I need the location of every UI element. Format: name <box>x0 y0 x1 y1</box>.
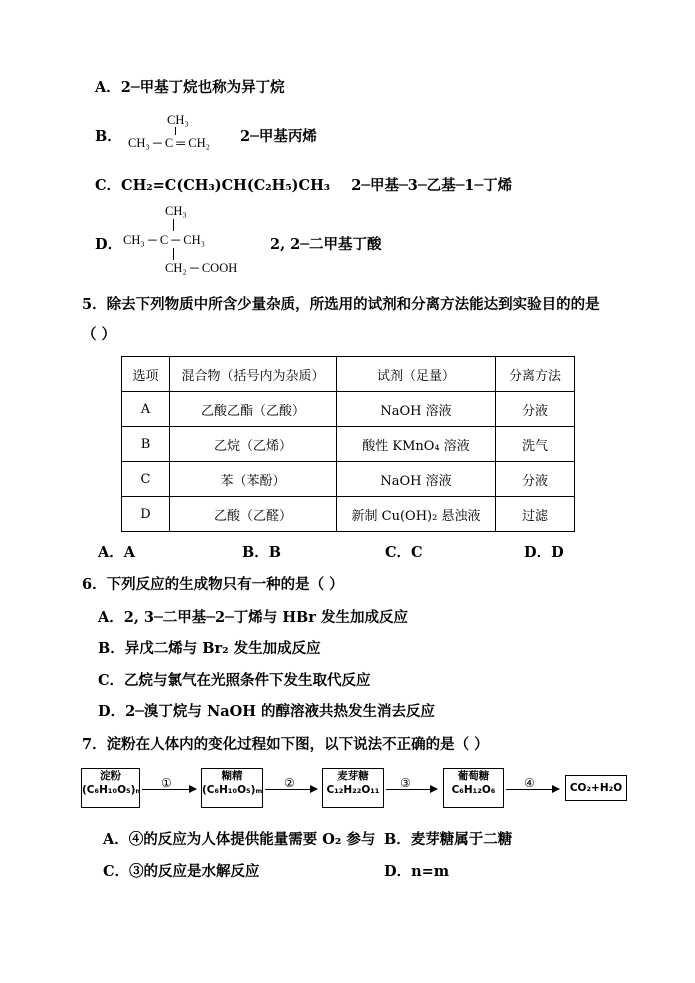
diagram-box-dextrin <box>201 768 263 808</box>
q6-option-c: C．乙烷与氯气在光照条件下发生取代反应 <box>98 672 371 689</box>
table-cell: 苯（苯酚） <box>170 462 337 497</box>
box-name: 糊精 <box>221 770 243 782</box>
q4-d-bond-bottom <box>173 248 174 260</box>
table-cell: 分液 <box>496 392 575 427</box>
q7-option-d: D．n=m <box>384 863 450 880</box>
table-row <box>122 462 575 497</box>
q7-stem: 7．淀粉在人体内的变化过程如下图，以下说法不正确的是（ ） <box>82 736 489 753</box>
q4-c-formula: CH₂=C(CH₃)CH(C₂H₅)CH₃ <box>121 177 331 194</box>
q4-b-name: 2─甲基丙烯 <box>240 128 317 145</box>
table-cell: 过滤 <box>496 497 575 532</box>
box-name: 淀粉 <box>100 770 121 782</box>
table-cell: 新制 Cu(OH)₂ 悬浊液 <box>337 497 496 532</box>
step-2-label: ② <box>284 776 295 790</box>
table-cell: 乙烷（乙烯） <box>170 427 337 462</box>
table-row <box>122 392 575 427</box>
option-letter: C． <box>95 177 122 194</box>
q4-d-formula-top: CH₃ <box>165 204 187 218</box>
table-cell: 乙酸乙酯（乙酸） <box>170 392 337 427</box>
arrow-3 <box>386 789 437 790</box>
table-cell: 洗气 <box>496 427 575 462</box>
q4-d-formula-main: CH₃ ─ C ─ CH₃ <box>123 233 205 247</box>
q5-answer-a: A．A <box>98 544 136 561</box>
q4-option-b-letter: B． <box>95 128 122 145</box>
q4-b-formula-main: CH₃ ─ C ═ CH₂ <box>128 136 210 150</box>
table-cell: 乙酸（乙醛） <box>170 497 337 532</box>
q6-option-a: A．2, 3─二甲基─2─丁烯与 HBr 发生加成反应 <box>98 609 408 626</box>
q6-option-b: B．异戊二烯与 Br₂ 发生加成反应 <box>98 640 321 657</box>
box-formula: C₁₂H₂₂O₁₁ <box>326 784 380 796</box>
table-cell: B <box>122 427 170 462</box>
table-cell: A <box>122 392 170 427</box>
q5-stem: 5．除去下列物质中所含少量杂质，所选用的试剂和分离方法能达到实验目的的是 <box>82 296 600 313</box>
box-formula: (C₆H₁₀O₅)ₙ <box>82 784 141 796</box>
q5-table <box>121 356 575 532</box>
q5-answer-b: B．B <box>242 544 282 561</box>
option-letter: A． <box>95 79 121 96</box>
q4-d-formula-bottom: CH₂ ─ COOH <box>165 261 238 275</box>
q4-option-c <box>95 174 512 195</box>
diagram-box-starch <box>81 768 140 808</box>
table-cell: NaOH 溶液 <box>337 392 496 427</box>
q5-answer-c: C．C <box>385 544 423 561</box>
q5-answer-d: D．D <box>524 544 564 561</box>
diagram-box-maltose <box>322 768 384 808</box>
q5-paren: （ ） <box>82 326 117 343</box>
box-formula: (C₆H₁₀O₅)ₘ <box>202 784 263 796</box>
diagram-box-co2-h2o: CO₂+H₂O <box>565 775 627 801</box>
step-4-label: ④ <box>524 776 535 790</box>
table-cell: 分液 <box>496 462 575 497</box>
box-formula: C₆H₁₂O₆ <box>451 784 496 796</box>
option-text: 2─甲基丁烷也称为异丁烷 <box>120 79 285 96</box>
q4-b-bond <box>175 127 176 135</box>
q4-c-name: 2─甲基─3─乙基─1─丁烯 <box>351 177 513 194</box>
q4-d-name: 2, 2─二甲基丁酸 <box>270 236 382 253</box>
step-1-label: ① <box>161 776 172 790</box>
header-cell: 分离方法 <box>496 357 575 392</box>
q4-option-d-letter: D． <box>95 236 123 253</box>
q7-option-a: A．④的反应为人体提供能量需要 O₂ 参与 <box>103 831 376 848</box>
diagram-box-glucose <box>443 768 504 808</box>
table-cell: D <box>122 497 170 532</box>
box-name: 麦芽糖 <box>337 770 369 782</box>
table-header-row <box>122 357 575 392</box>
q4-b-formula-top: CH₃ <box>167 113 189 127</box>
table-cell: NaOH 溶液 <box>337 462 496 497</box>
table-row <box>122 497 575 532</box>
q6-stem: 6．下列反应的生成物只有一种的是（ ） <box>82 576 344 593</box>
step-3-label: ③ <box>400 776 411 790</box>
table-cell: 酸性 KMnO₄ 溶液 <box>337 427 496 462</box>
q7-option-b: B．麦芽糖属于二糖 <box>384 831 513 848</box>
table-cell: C <box>122 462 170 497</box>
q4-option-a <box>95 76 285 97</box>
header-cell: 试剂（足量） <box>337 357 496 392</box>
q6-option-d: D．2─溴丁烷与 NaOH 的醇溶液共热发生消去反应 <box>98 703 435 720</box>
header-cell: 混合物（括号内为杂质） <box>170 357 337 392</box>
box-name: 葡萄糖 <box>457 770 490 782</box>
q7-option-c: C．③的反应是水解反应 <box>103 863 260 880</box>
header-cell: 选项 <box>122 357 170 392</box>
q4-d-bond-top <box>173 219 174 231</box>
table-row <box>122 427 575 462</box>
